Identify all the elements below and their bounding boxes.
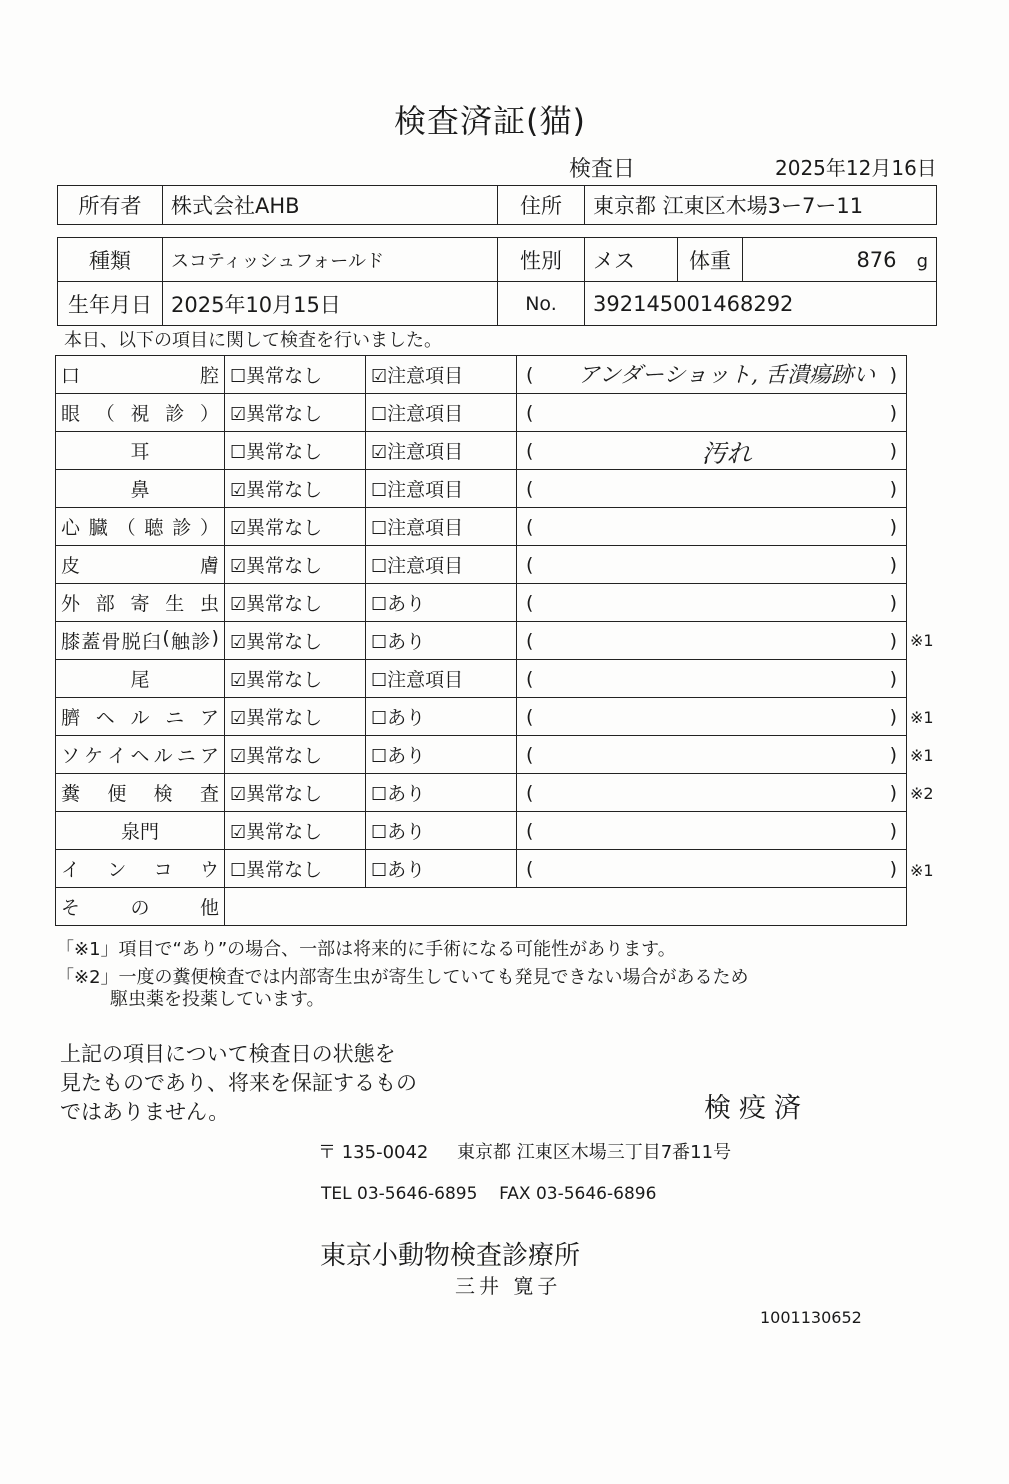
exam-item-name-char: 皮 — [61, 555, 81, 577]
note-parens: ( ) — [526, 705, 897, 728]
note-parens: ( ) — [526, 553, 897, 576]
option-normal-label: 異常なし — [246, 593, 323, 615]
exam-item-name-char: 泉 — [120, 821, 140, 843]
option-normal — [225, 660, 366, 698]
option-attention-label: あり — [387, 783, 426, 805]
no-label: No. — [498, 282, 585, 326]
weight-label: 体重 — [678, 238, 743, 282]
note-parens: ( ) — [526, 363, 897, 386]
exam-item-name-letters — [61, 437, 219, 464]
exam-item-name-char: ケ — [84, 745, 104, 767]
exam-item-name-char: 査 — [199, 783, 219, 805]
footnote-2: 「※2」一度の糞便検査では内部寄生虫が寄生していても発見できない場合があるため — [56, 967, 749, 988]
exam-item-name-char: ) — [211, 627, 219, 649]
exam-note — [517, 622, 907, 660]
exam-item-name-char: ニ — [165, 707, 185, 729]
exam-item-name-char: 検 — [153, 783, 173, 805]
option-normal — [225, 356, 366, 394]
address-label: 住所 — [498, 186, 585, 225]
weight-value: 876 — [856, 247, 897, 272]
checkbox-normal[interactable]: ☑ — [230, 822, 247, 843]
inspection-date: 2025年12月16日 — [775, 156, 937, 180]
option-normal — [225, 698, 366, 736]
exam-row-other — [56, 888, 907, 926]
exam-item-name-char: 脱 — [121, 631, 141, 653]
breed-label: 種類 — [58, 238, 163, 282]
exam-item-name-letters — [61, 741, 219, 768]
footnote-mark: ※1 — [910, 631, 934, 651]
exam-item-name-letters — [61, 855, 219, 882]
note-parens: ( ) — [526, 401, 897, 424]
option-attention — [366, 546, 517, 584]
exam-note — [517, 774, 907, 812]
option-normal-label: 異常なし — [246, 821, 323, 843]
option-attention — [366, 584, 517, 622]
note-parens: ( ) — [526, 591, 897, 614]
exam-item-name-char: 聴 — [144, 517, 164, 539]
checkbox-normal[interactable]: ☐ — [230, 442, 247, 463]
checkbox-normal[interactable]: ☑ — [230, 556, 247, 577]
exam-row — [56, 470, 907, 508]
exam-item-name-letters — [61, 703, 219, 730]
option-normal-label: 異常なし — [246, 441, 323, 463]
exam-item-name-char: ヘ — [95, 707, 115, 729]
exam-item-name-char: 触 — [171, 631, 191, 653]
checkbox-attention[interactable]: ☐ — [371, 860, 388, 881]
option-attention — [366, 394, 517, 432]
exam-item-name-char: ン — [107, 859, 127, 881]
exam-item-name — [56, 470, 225, 508]
exam-item-name-letters — [61, 513, 219, 540]
exam-item-name-letters — [61, 665, 219, 692]
option-attention-label: あり — [387, 745, 426, 767]
footnote-mark: ※2 — [910, 784, 934, 804]
option-normal — [225, 546, 366, 584]
exam-item-name — [56, 432, 225, 470]
option-normal — [225, 394, 366, 432]
exam-item-name-char: ア — [199, 745, 219, 767]
exam-item-name — [56, 888, 225, 926]
note-parens: ( ) — [526, 439, 897, 462]
footnote-mark: ※1 — [910, 707, 934, 727]
option-attention — [366, 698, 517, 736]
exam-item-name-char: 眼 — [61, 403, 81, 425]
checkbox-normal[interactable]: ☑ — [230, 632, 247, 653]
option-normal-label: 異常なし — [246, 631, 323, 653]
tel-number: TEL 03-5646-6895 — [321, 1184, 478, 1204]
exam-item-name-letters — [61, 475, 219, 502]
exam-item-name-char: 診 — [191, 631, 211, 653]
exam-item-name-char: イ — [61, 859, 81, 881]
note-parens: ( ) — [526, 629, 897, 652]
exam-note — [517, 470, 907, 508]
option-attention — [366, 356, 517, 394]
exam-item-name-char: 膝 — [61, 631, 81, 653]
owner-value: 株式会社AHB — [163, 186, 498, 225]
exam-item-name-char: （ — [116, 517, 136, 539]
exam-item-name-char: ル — [153, 745, 173, 767]
option-attention-label: 注意項目 — [387, 441, 464, 463]
option-attention — [366, 736, 517, 774]
quarantine-stamp: 検疫済 — [704, 1093, 809, 1124]
checkbox-normal[interactable]: ☑ — [230, 518, 247, 539]
note-parens: ( ) — [526, 667, 897, 690]
checkbox-attention[interactable]: ☐ — [371, 746, 388, 767]
exam-row — [56, 736, 907, 774]
option-normal — [225, 774, 366, 812]
exam-item-name-char: 蓋 — [81, 631, 101, 653]
option-attention — [366, 660, 517, 698]
option-attention — [366, 850, 517, 888]
exam-item-name — [56, 584, 225, 622]
disclaimer-line: ではありません。 — [60, 1100, 230, 1124]
clinic-name: 東京小動物検査診療所 — [320, 1241, 581, 1271]
checkbox-attention[interactable]: ☐ — [371, 556, 388, 577]
note-parens: ( ) — [526, 857, 897, 880]
exam-row — [56, 812, 907, 850]
option-normal-label: 異常なし — [246, 365, 323, 387]
checkbox-attention[interactable]: ☐ — [371, 518, 388, 539]
exam-item-name-char: 耳 — [130, 441, 150, 463]
fax-number: FAX 03-5646-6896 — [499, 1184, 657, 1204]
option-normal — [225, 736, 366, 774]
exam-item-name — [56, 774, 225, 812]
exam-row — [56, 432, 907, 470]
exam-item-name-char: ( — [162, 627, 170, 649]
exam-item-name — [56, 508, 225, 546]
checkbox-normal[interactable]: ☑ — [230, 594, 247, 615]
exam-item-name-char: 外 — [61, 593, 81, 615]
option-attention-label: 注意項目 — [387, 479, 464, 501]
weight-cell — [743, 238, 937, 282]
exam-item-name-char: 口 — [61, 365, 81, 387]
option-normal — [225, 470, 366, 508]
checkbox-attention[interactable]: ☐ — [371, 480, 388, 501]
exam-item-name-char: 膚 — [199, 555, 219, 577]
exam-row — [56, 660, 907, 698]
option-normal-label: 異常なし — [246, 479, 323, 501]
exam-item-name-char: ア — [199, 707, 219, 729]
footnote-mark: ※1 — [910, 860, 934, 880]
checkbox-attention[interactable]: ☐ — [371, 784, 388, 805]
owner-table — [57, 185, 937, 225]
option-attention — [366, 432, 517, 470]
note-parens: ( ) — [526, 477, 897, 500]
disclaimer-line: 上記の項目について検査日の状態を — [60, 1042, 396, 1066]
note-parens: ( ) — [526, 743, 897, 766]
disclaimer — [60, 1040, 417, 1127]
checkbox-attention[interactable]: ☐ — [371, 822, 388, 843]
checkbox-normal[interactable]: ☑ — [230, 670, 247, 691]
dob-value: 2025年10月15日 — [163, 282, 498, 326]
exam-item-name-char: 尾 — [130, 669, 150, 691]
option-attention — [366, 812, 517, 850]
exam-note — [517, 850, 907, 888]
exam-item-name-char: ウ — [199, 859, 219, 881]
option-attention-label: あり — [387, 859, 426, 881]
exam-note — [517, 394, 907, 432]
exam-item-name-char: 門 — [140, 821, 160, 843]
exam-note — [517, 698, 907, 736]
checkbox-attention[interactable]: ☐ — [371, 670, 388, 691]
option-normal-label: 異常なし — [246, 707, 323, 729]
breed-value: スコティッシュフォールド — [163, 238, 498, 282]
option-attention-label: あり — [387, 707, 426, 729]
intro-text: 本日、以下の項目に関して検査を行いました。 — [64, 330, 442, 351]
exam-row — [56, 356, 907, 394]
checkbox-normal[interactable]: ☑ — [230, 746, 247, 767]
weight-unit: g — [916, 250, 928, 272]
exam-item-name-char: 臓 — [88, 517, 108, 539]
exam-item-name — [56, 850, 225, 888]
option-attention-label: 注意項目 — [387, 669, 464, 691]
handwritten-note: アンダーショット, 舌潰瘍跡い — [577, 363, 876, 388]
inspector-name: 三井 寛子 — [455, 1274, 562, 1298]
address-value: 東京都 江東区木場3ー7ー11 — [585, 186, 937, 225]
option-normal — [225, 584, 366, 622]
exam-item-name-char: 糞 — [61, 783, 81, 805]
exam-item-name-letters — [61, 779, 219, 806]
exam-item-name-char: 診 — [165, 403, 185, 425]
checkbox-normal[interactable]: ☑ — [230, 404, 247, 425]
animal-table — [57, 237, 937, 326]
other-note — [225, 888, 907, 926]
option-normal-label: 異常なし — [246, 555, 323, 577]
option-normal — [225, 850, 366, 888]
option-normal-label: 異常なし — [246, 403, 323, 425]
option-normal-label: 異常なし — [246, 859, 323, 881]
exam-row — [56, 622, 907, 660]
dob-label: 生年月日 — [58, 282, 163, 326]
exam-item-name — [56, 736, 225, 774]
note-parens: ( ) — [526, 515, 897, 538]
option-attention — [366, 622, 517, 660]
exam-row — [56, 774, 907, 812]
exam-table — [55, 355, 907, 926]
exam-item-name-char: 臼 — [142, 631, 162, 653]
exam-item-name — [56, 546, 225, 584]
exam-item-name-char: ヘ — [130, 745, 150, 767]
exam-note — [517, 508, 907, 546]
exam-item-name-char: 心 — [61, 517, 81, 539]
option-attention-label: 注意項目 — [387, 517, 464, 539]
exam-note — [517, 736, 907, 774]
no-value: 392145001468292 — [585, 282, 937, 326]
checkbox-normal[interactable]: ☑ — [230, 480, 247, 501]
note-parens: ( ) — [526, 819, 897, 842]
clinic-address: 東京都 江東区木場三丁目7番11号 — [457, 1142, 732, 1163]
exam-item-name-char: そ — [61, 897, 81, 919]
exam-item-name-char: 他 — [199, 897, 219, 919]
exam-note — [517, 356, 907, 394]
exam-item-name — [56, 356, 225, 394]
exam-row — [56, 508, 907, 546]
checkbox-attention[interactable]: ☑ — [371, 442, 388, 463]
exam-item-name-char: の — [130, 897, 150, 919]
footnote-mark: ※1 — [910, 746, 934, 765]
checkbox-attention[interactable]: ☐ — [371, 708, 388, 729]
exam-note — [517, 660, 907, 698]
option-attention-label: 注意項目 — [387, 365, 464, 387]
exam-note — [517, 812, 907, 850]
clinic-address-line — [318, 1138, 731, 1164]
option-attention-label: あり — [387, 821, 426, 843]
exam-item-name — [56, 622, 225, 660]
checkbox-normal[interactable]: ☐ — [230, 860, 247, 881]
exam-item-name — [56, 660, 225, 698]
option-normal — [225, 622, 366, 660]
option-normal-label: 異常なし — [246, 669, 323, 691]
exam-item-name-char: 鼻 — [130, 479, 150, 501]
exam-note — [517, 432, 907, 470]
exam-note — [517, 546, 907, 584]
page-title: 検査済証(猫) — [394, 102, 586, 140]
postal-code: 〒 135-0042 — [318, 1142, 429, 1163]
exam-item-name-char: イ — [107, 745, 127, 767]
option-normal-label: 異常なし — [246, 517, 323, 539]
exam-item-name-char: （ — [95, 403, 115, 425]
exam-item-name-letters — [61, 893, 219, 920]
option-normal-label: 異常なし — [246, 745, 323, 767]
owner-label: 所有者 — [58, 186, 163, 225]
handwritten-note: 汚れ — [701, 439, 752, 468]
exam-item-name-char: 診 — [172, 517, 192, 539]
exam-item-name-char: 腔 — [199, 365, 219, 387]
exam-item-name-char: 部 — [95, 593, 115, 615]
checkbox-attention[interactable]: ☐ — [371, 632, 388, 653]
inspection-date-label: 検査日 — [569, 157, 636, 182]
option-attention-label: 注意項目 — [387, 555, 464, 577]
exam-item-name-letters — [61, 551, 219, 578]
checkbox-attention[interactable]: ☐ — [371, 404, 388, 425]
contact-line — [321, 1184, 656, 1204]
exam-item-name-char: 視 — [130, 403, 150, 425]
checkbox-normal[interactable]: ☑ — [230, 708, 247, 729]
exam-item-name-char: ニ — [176, 745, 196, 767]
exam-row — [56, 698, 907, 736]
exam-item-name-char: 寄 — [130, 593, 150, 615]
exam-item-name-char: コ — [153, 859, 173, 881]
option-attention-label: あり — [387, 631, 426, 653]
serial-number: 1001130652 — [760, 1308, 862, 1327]
exam-item-name-char: ソ — [61, 745, 81, 767]
footnote-2-continued: 駆虫薬を投薬しています。 — [110, 989, 325, 1010]
exam-item-name-char: ） — [199, 403, 219, 425]
exam-item-name — [56, 698, 225, 736]
exam-item-name-char: ） — [199, 517, 219, 539]
checkbox-attention[interactable]: ☐ — [371, 594, 388, 615]
option-normal-label: 異常なし — [246, 783, 323, 805]
option-normal — [225, 812, 366, 850]
footnote-1: 「※1」項目で“あり”の場合、一部は将来的に手術になる可能性があります。 — [56, 939, 676, 960]
option-attention — [366, 470, 517, 508]
exam-item-name-char: 生 — [165, 593, 185, 615]
exam-item-name-letters — [61, 589, 219, 616]
checkbox-normal[interactable]: ☐ — [230, 366, 247, 387]
checkbox-attention[interactable]: ☑ — [371, 366, 388, 387]
exam-item-name-char: 骨 — [101, 631, 121, 653]
exam-row — [56, 850, 907, 888]
exam-item-name-char: 虫 — [199, 593, 219, 615]
option-attention — [366, 508, 517, 546]
option-normal — [225, 432, 366, 470]
checkbox-normal[interactable]: ☑ — [230, 784, 247, 805]
disclaimer-line: 見たものであり、将来を保証するもの — [60, 1071, 417, 1095]
exam-item-name-char: ル — [130, 707, 150, 729]
exam-item-name-char: 便 — [107, 783, 127, 805]
option-attention-label: 注意項目 — [387, 403, 464, 425]
exam-item-name-letters — [61, 399, 219, 426]
exam-item-name-letters — [61, 817, 219, 844]
exam-note — [517, 584, 907, 622]
sex-value: メス — [585, 238, 678, 282]
exam-item-name — [56, 812, 225, 850]
option-normal — [225, 508, 366, 546]
exam-row — [56, 546, 907, 584]
option-attention-label: あり — [387, 593, 426, 615]
sex-label: 性別 — [498, 238, 585, 282]
option-attention — [366, 774, 517, 812]
exam-item-name-char: 臍 — [61, 707, 81, 729]
exam-item-name — [56, 394, 225, 432]
note-parens: ( ) — [526, 781, 897, 804]
exam-row — [56, 394, 907, 432]
exam-item-name-letters — [61, 361, 219, 388]
exam-item-name-letters — [61, 627, 219, 654]
exam-row — [56, 584, 907, 622]
